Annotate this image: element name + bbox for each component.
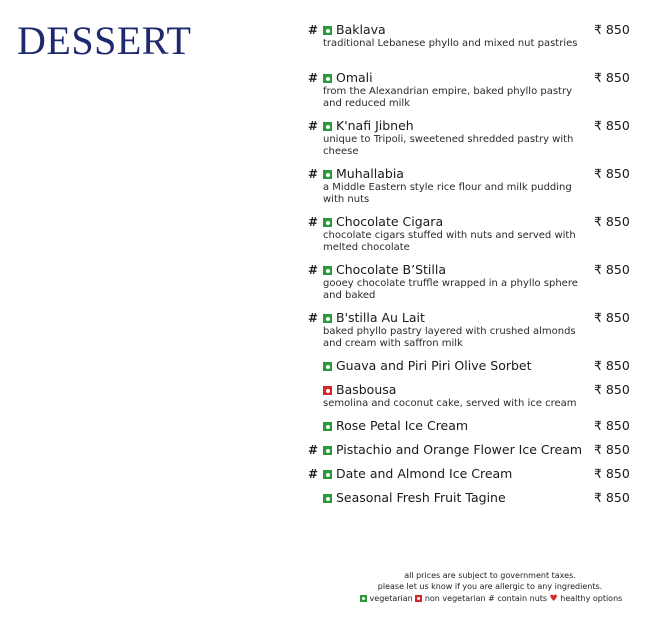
- item-price: ₹ 850: [594, 310, 630, 325]
- menu-item: [308, 490, 628, 514]
- vegetarian-icon: [323, 494, 332, 503]
- item-price: ₹ 850: [594, 22, 630, 37]
- nut-marker: #: [308, 443, 319, 457]
- vegetarian-icon: [323, 26, 332, 35]
- vegetarian-icon: [360, 595, 367, 602]
- vegetarian-icon: [323, 218, 332, 227]
- item-name: Omali: [336, 70, 373, 85]
- menu-item: [308, 118, 628, 166]
- item-price: ₹ 850: [594, 490, 630, 505]
- menu-item: [308, 382, 628, 418]
- item-price: ₹ 850: [594, 382, 630, 397]
- item-description: chocolate cigars stuffed with nuts and served with melted chocolate: [323, 230, 576, 253]
- item-description: gooey chocolate truffle wrapped in a phyllo sphere and baked: [323, 278, 578, 301]
- menu-item: [308, 166, 628, 214]
- menu-item: [308, 262, 628, 310]
- vegetarian-icon: [323, 170, 332, 179]
- item-name: Baklava: [336, 22, 386, 37]
- item-price: ₹ 850: [594, 262, 630, 277]
- item-price: ₹ 850: [594, 118, 630, 133]
- vegetarian-icon: [323, 266, 332, 275]
- item-description: semolina and coconut cake, served with ice cream: [323, 398, 577, 409]
- nut-marker: #: [308, 311, 319, 325]
- item-name: Rose Petal Ice Cream: [336, 418, 469, 433]
- vegetarian-icon: [323, 470, 332, 479]
- nut-marker: #: [308, 119, 319, 133]
- item-description: traditional Lebanese phyllo and mixed nut pastries: [323, 38, 578, 49]
- non-vegetarian-icon: [415, 595, 422, 602]
- item-price: ₹ 850: [594, 214, 630, 229]
- item-price: ₹ 850: [594, 358, 630, 373]
- legend: [360, 593, 623, 605]
- menu-item: [308, 70, 628, 118]
- vegetarian-icon: [323, 74, 332, 83]
- tax-note: all prices are subject to government taxes.: [404, 571, 576, 580]
- allergy-note: please let us know if you are allergic to any ingredients.: [377, 582, 603, 591]
- vegetarian-icon: [323, 446, 332, 455]
- menu-item: [308, 442, 628, 466]
- item-price: ₹ 850: [594, 166, 630, 181]
- item-description: a Middle Eastern style rice flour and milk pudding with nuts: [323, 182, 572, 205]
- item-name: Chocolate Cigara: [336, 214, 444, 229]
- non-vegetarian-icon: [323, 386, 332, 395]
- item-name: Chocolate B’Stilla: [336, 262, 446, 277]
- item-description: unique to Tripoli, sweetened shredded pastry with cheese: [323, 134, 574, 157]
- nut-marker: #: [308, 467, 319, 481]
- nut-marker: #: [308, 215, 319, 229]
- dessert-menu-list: [308, 22, 628, 514]
- item-price: ₹ 850: [594, 442, 630, 457]
- item-name: Guava and Piri Piri Olive Sorbet: [336, 358, 532, 373]
- item-price: ₹ 850: [594, 70, 630, 85]
- item-name: Seasonal Fresh Fruit Tagine: [336, 490, 506, 505]
- item-name: Muhallabia: [336, 166, 404, 181]
- menu-footer: [360, 570, 623, 605]
- item-price: ₹ 850: [594, 418, 630, 433]
- nut-marker: #: [308, 263, 319, 277]
- vegetarian-icon: [323, 422, 332, 431]
- item-name: K'nafi Jibneh: [336, 118, 414, 133]
- menu-item: [308, 466, 628, 490]
- item-name: Pistachio and Orange Flower Ice Cream: [336, 442, 583, 457]
- legend-contains-nuts: # contain nuts: [488, 594, 548, 603]
- legend-healthy: healthy options: [560, 594, 623, 603]
- item-name: B'stilla Au Lait: [336, 310, 425, 325]
- item-name: Date and Almond Ice Cream: [336, 466, 513, 481]
- menu-item: [308, 22, 628, 70]
- heart-icon: ♥: [549, 594, 558, 604]
- item-price: ₹ 850: [594, 466, 630, 481]
- menu-item: [308, 214, 628, 262]
- item-description: from the Alexandrian empire, baked phyllo pastry and reduced milk: [323, 86, 573, 109]
- page-title: DESSERT: [17, 18, 192, 63]
- nut-marker: #: [308, 167, 319, 181]
- vegetarian-icon: [323, 314, 332, 323]
- legend-vegetarian: vegetarian: [369, 594, 413, 603]
- nut-marker: #: [308, 23, 319, 37]
- menu-item: [308, 418, 628, 442]
- legend-non-vegetarian: non vegetarian: [424, 594, 486, 603]
- item-description: baked phyllo pastry layered with crushed almonds and cream with saffron milk: [323, 326, 576, 349]
- item-name: Basbousa: [336, 382, 397, 397]
- vegetarian-icon: [323, 362, 332, 371]
- menu-item: [308, 358, 628, 382]
- menu-item: [308, 310, 628, 358]
- vegetarian-icon: [323, 122, 332, 131]
- nut-marker: #: [308, 71, 319, 85]
